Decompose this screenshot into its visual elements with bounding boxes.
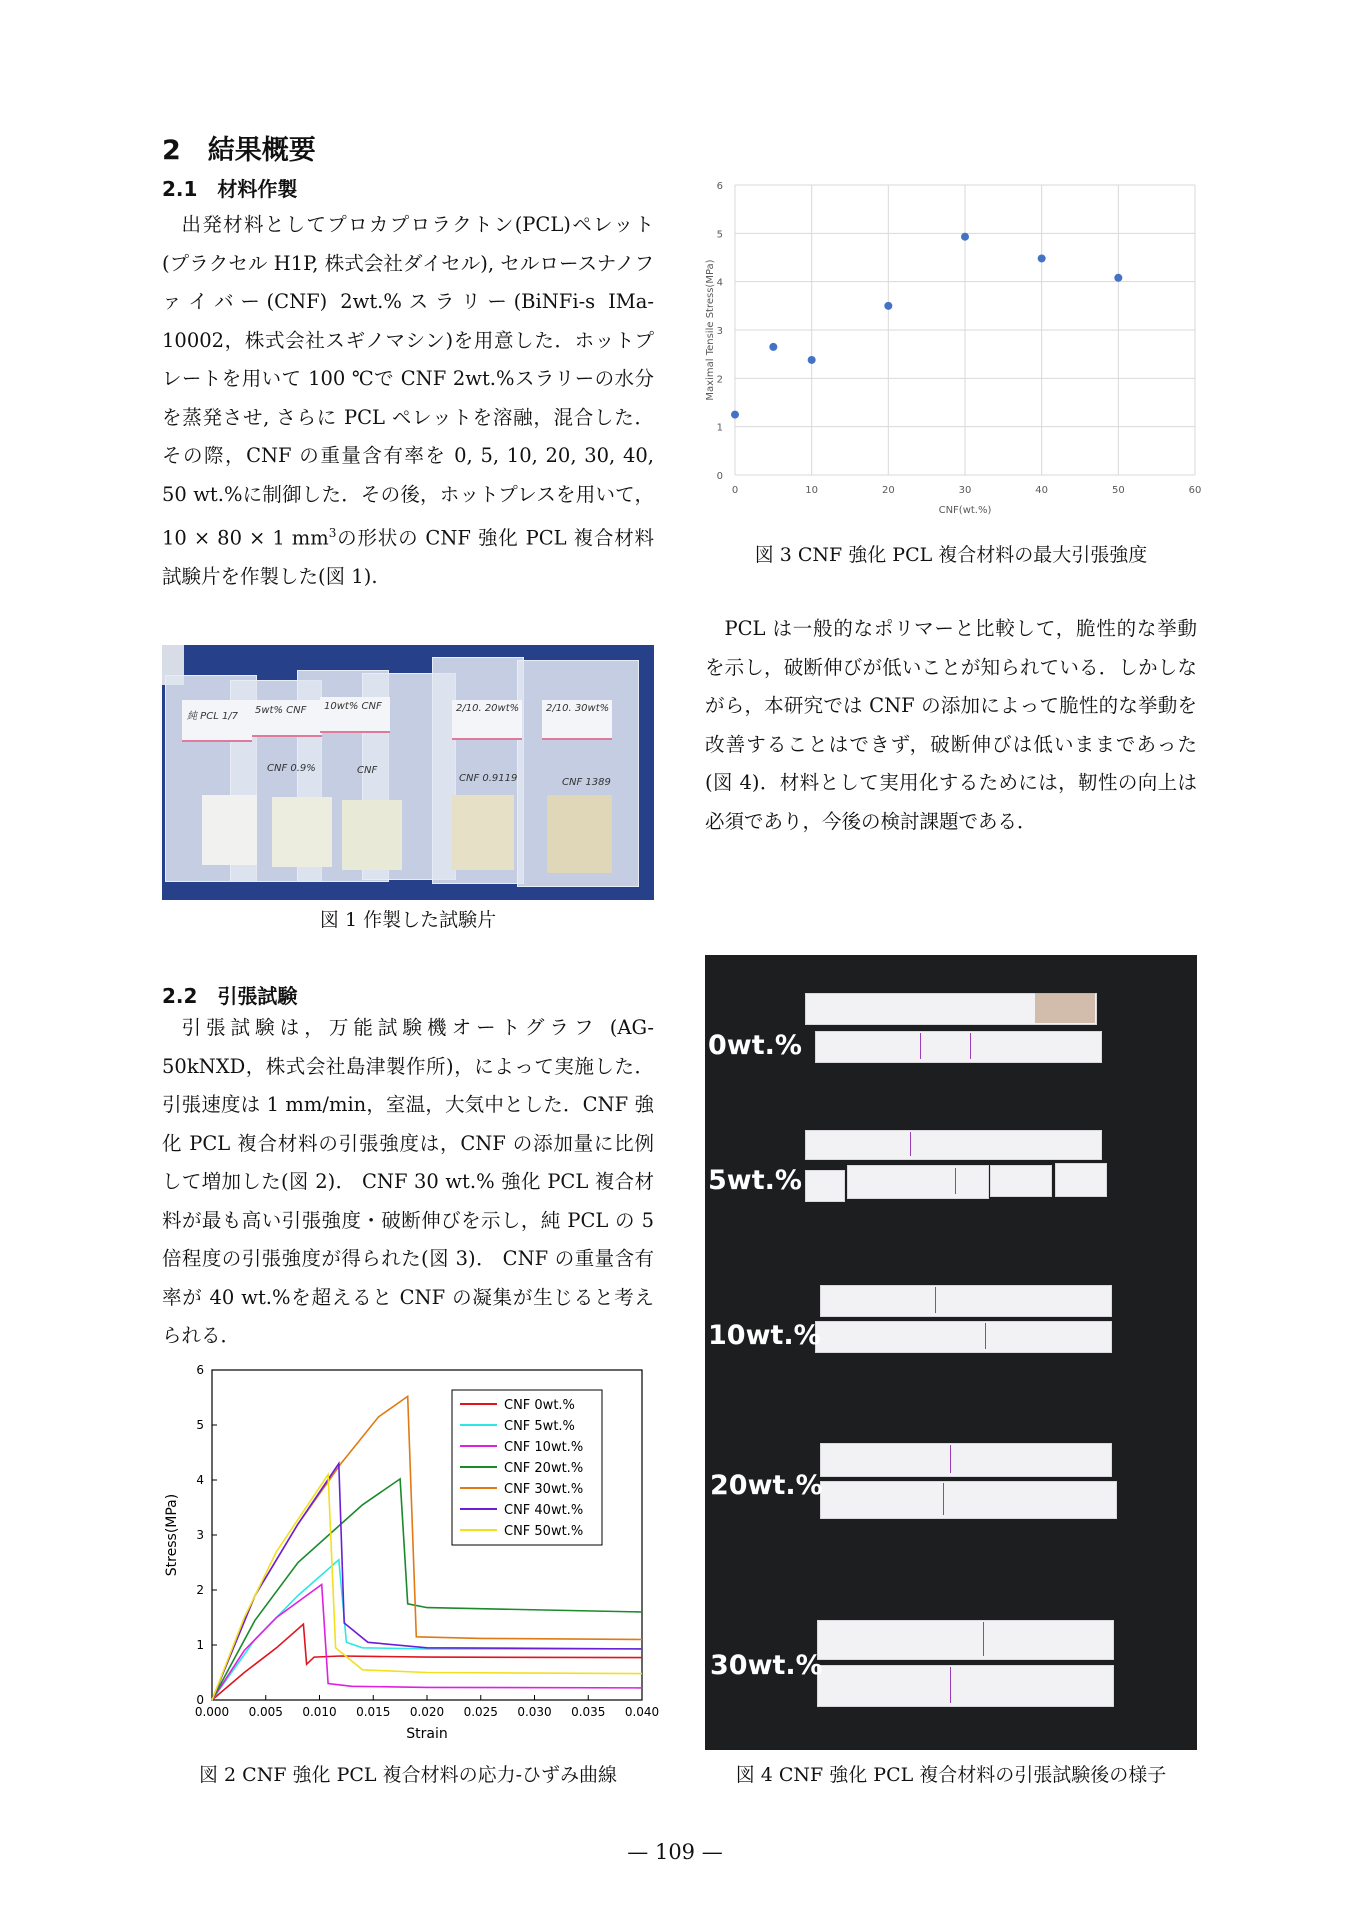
y-axis-label: Maximal Tensile Stress(MPa) — [705, 259, 716, 401]
data-point — [961, 233, 969, 241]
bag-bottom-label-1: CNF 0.9% — [267, 763, 316, 774]
figure4-photo — [705, 955, 1197, 1750]
fig4-label-30wt: 30wt.% — [710, 1650, 823, 1681]
page-number: — 109 — — [627, 1840, 723, 1864]
bag-bottom-label-3: CNF 0.9119 — [459, 773, 518, 784]
x-tick-label: 10 — [805, 485, 819, 496]
series-line — [212, 1585, 642, 1701]
x-tick-label: 0.035 — [571, 1705, 606, 1719]
y-tick-label: 5 — [196, 1418, 204, 1432]
fig4-label-20wt: 20wt.% — [710, 1470, 823, 1501]
x-tick-label: 0.040 — [624, 1705, 660, 1719]
data-point — [808, 356, 816, 364]
y-tick-label: 0 — [196, 1693, 204, 1707]
fig4-label-5wt: 5wt.% — [708, 1165, 802, 1196]
bag-bottom-label-4: CNF 1389 — [562, 777, 611, 788]
paragraph-tensile: 引張試験は，万能試験機オートグラフ (AG-50kNXD，株式会社島津製作所)，によって実施した．引張速度は 1 mm/min，室温，大気中とした．CNF 強化 PCL 複合材料の引張強度は，CNF の添加量に比例して増加した(図 2)． CNF 30 wt.% 強化 PCL 複合材料が最も高い引張強度・破断伸びを示し，純 PCL の 5 倍程度の引張強度が得られた(図 3)． CNF の重量含有率が 40 wt.%を超えると CNF の凝集が生じると考えられる． — [162, 1016, 654, 1347]
legend-entry: CNF 50wt.% — [504, 1524, 584, 1539]
bag-bottom-label-2: CNF — [357, 765, 378, 776]
bag-label-1: 純 PCL 1/7 — [187, 711, 239, 722]
figure3-max-stress-chart — [705, 175, 1205, 525]
x-tick-label: 0.010 — [302, 1705, 337, 1719]
y-tick-label: 6 — [716, 181, 723, 192]
x-tick-label: 0.025 — [463, 1705, 498, 1719]
x-tick-label: 50 — [1111, 485, 1125, 496]
legend-entry: CNF 20wt.% — [504, 1461, 584, 1476]
fig4-label-10wt: 10wt.% — [708, 1320, 821, 1351]
x-axis-label: Strain — [406, 1726, 448, 1742]
paragraph-discussion: PCL は一般的なポリマーと比較して，脆性的な挙動を示し，破断伸びが低いことが知られている．しかしながら，本研究では CNF の添加によって脆性的な挙動を改善することはできず，破断伸びは低いままであった(図 4)．材料として実用化するためには，靭性の向上は必須であり，今後の検討課題である． — [705, 617, 1197, 833]
x-tick-label: 0 — [731, 485, 739, 496]
series-line — [212, 1624, 642, 1700]
x-tick-label: 60 — [1188, 485, 1202, 496]
legend-entry: CNF 30wt.% — [504, 1482, 584, 1497]
x-tick-label: 40 — [1035, 485, 1049, 496]
bag-label-2: 5wt% CNF — [255, 705, 307, 716]
y-tick-label: 4 — [716, 277, 723, 289]
x-tick-label: 20 — [881, 485, 895, 496]
bag-label-4: 2/10. 20wt% — [456, 703, 520, 714]
figure4-caption: 図 4 CNF 強化 PCL 複合材料の引張試験後の様子 — [735, 1764, 1167, 1786]
y-tick-label: 3 — [716, 326, 723, 337]
subsection-title-material: 2.1 材料作製 — [162, 177, 298, 201]
data-point — [769, 343, 777, 351]
legend-entry: CNF 5wt.% — [504, 1419, 575, 1434]
y-axis-label: Stress(MPa) — [164, 1493, 180, 1577]
legend-entry: CNF 10wt.% — [504, 1440, 584, 1455]
data-point — [1038, 254, 1046, 262]
x-tick-label: 0.020 — [409, 1705, 445, 1719]
x-tick-label: 0.015 — [356, 1705, 391, 1719]
figure2-stress-strain-chart — [162, 1360, 662, 1750]
legend-entry: CNF 40wt.% — [504, 1503, 584, 1518]
bag-label-3: 10wt% CNF — [324, 701, 382, 712]
figure1-photo — [162, 645, 654, 900]
x-tick-label: 0.030 — [517, 1705, 552, 1719]
x-axis-label: CNF(wt.%) — [938, 505, 992, 516]
subsection-title-tensile: 2.2 引張試験 — [162, 984, 298, 1008]
x-tick-label: 0.005 — [248, 1705, 283, 1719]
paragraph-material: 出発材料としてプロカプロラクトン(PCL)ペレット(プラクセル H1P, 株式会社ダイセル), セルロースナノファイバー(CNF) 2wt.%スラリー(BiNFi-s IMa-10002，株式会社スギノマシン)を用意した．ホットプレートを用いて 100 ℃で CNF 2wt.%スラリーの水分を蒸発させ, さらに PCL ペレットを溶融，混合した．その際，CNF の重量含有率を 0, 5, 10, 20, 30, 40, 50 wt.%に制御した．その後，ホットプレスを用いて，10 × 80 × 1 $mm^3$の形状の CNF 強化 PCL 複合材料試験片を作製した(図 1). — [162, 213, 655, 588]
data-point — [1114, 274, 1122, 282]
legend-entry: CNF 0wt.% — [504, 1398, 575, 1413]
data-point — [731, 411, 739, 419]
y-tick-label: 4 — [196, 1473, 204, 1487]
data-point — [884, 302, 892, 310]
x-tick-label: 0.000 — [194, 1705, 230, 1719]
figure3-caption: 図 3 CNF 強化 PCL 複合材料の最大引張強度 — [754, 544, 1148, 566]
fig4-label-0wt: 0wt.% — [708, 1030, 802, 1061]
section-title: 2 結果概要 — [162, 135, 316, 166]
y-tick-label: 3 — [196, 1528, 204, 1542]
y-tick-label: 5 — [716, 229, 723, 241]
figure2-caption: 図 2 CNF 強化 PCL 複合材料の応力-ひずみ曲線 — [199, 1764, 617, 1786]
y-tick-label: 2 — [716, 374, 723, 386]
figure1-caption: 図 1 作製した試験片 — [319, 909, 497, 931]
y-tick-label: 2 — [196, 1583, 204, 1597]
x-tick-label: 30 — [958, 485, 972, 496]
y-tick-label: 6 — [196, 1363, 204, 1377]
series-line — [212, 1560, 642, 1700]
y-tick-label: 1 — [716, 422, 723, 434]
bag-label-5: 2/10. 30wt% — [546, 703, 610, 714]
y-tick-label: 1 — [196, 1638, 204, 1652]
y-tick-label: 0 — [716, 471, 723, 482]
